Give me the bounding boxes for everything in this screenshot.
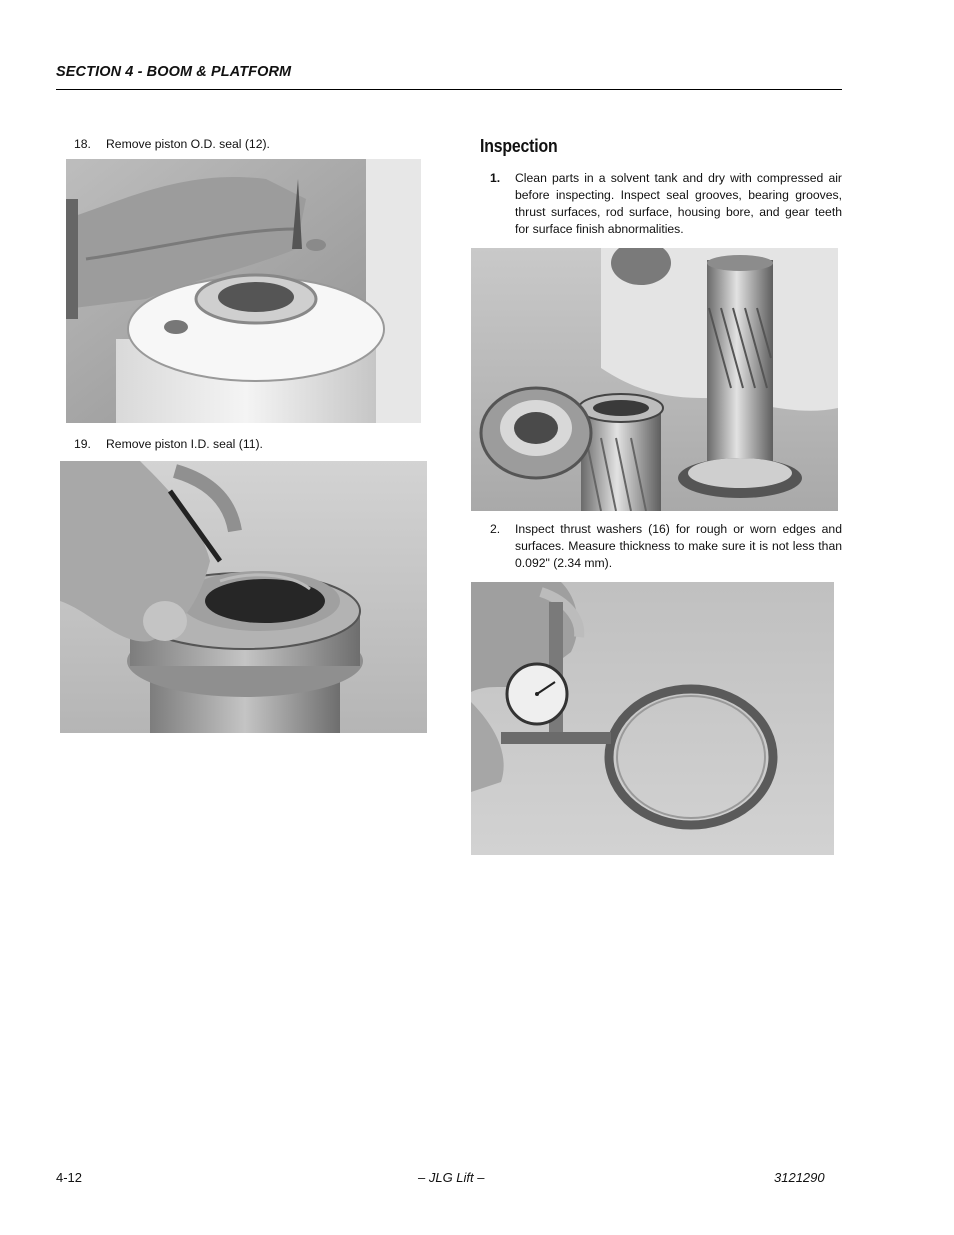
step-number: 1. bbox=[490, 171, 501, 185]
step-18 bbox=[74, 136, 414, 153]
photo-thrust-washer-measurement bbox=[471, 582, 834, 855]
step-text: Clean parts in a solvent tank and dry with compressed air before inspecting. Inspect seal grooves, bearing grooves, thrust surfaces, rod surface, housing bore, and gear teeth for surface finish abnormalities. bbox=[515, 171, 842, 236]
photo-remove-id-seal bbox=[60, 461, 427, 733]
page-number: 4-12 bbox=[56, 1170, 83, 1185]
step-number: 18. bbox=[74, 137, 91, 151]
header-rule bbox=[56, 89, 842, 90]
step-text: Remove piston I.D. seal (11). bbox=[106, 437, 263, 451]
step-text: Inspect thrust washers (16) for rough or worn edges and surfaces. Measure thickness to make sure it is not less than 0.092" (2.34 mm). bbox=[515, 522, 842, 570]
document-number: 3121290 bbox=[774, 1170, 825, 1185]
section-title: SECTION 4 - BOOM & PLATFORM bbox=[56, 64, 292, 80]
step-number: 19. bbox=[74, 437, 91, 451]
inspection-step-2 bbox=[490, 521, 847, 572]
step-19 bbox=[74, 436, 414, 453]
footer-brand: – JLG Lift – bbox=[418, 1170, 485, 1185]
photo-remove-od-seal bbox=[66, 159, 421, 423]
step-number: 2. bbox=[490, 522, 501, 536]
step-text: Remove piston O.D. seal (12). bbox=[106, 137, 270, 151]
inspection-step-1 bbox=[490, 170, 847, 238]
photo-inspection-parts bbox=[471, 248, 838, 511]
inspection-heading: Inspection bbox=[480, 136, 558, 156]
